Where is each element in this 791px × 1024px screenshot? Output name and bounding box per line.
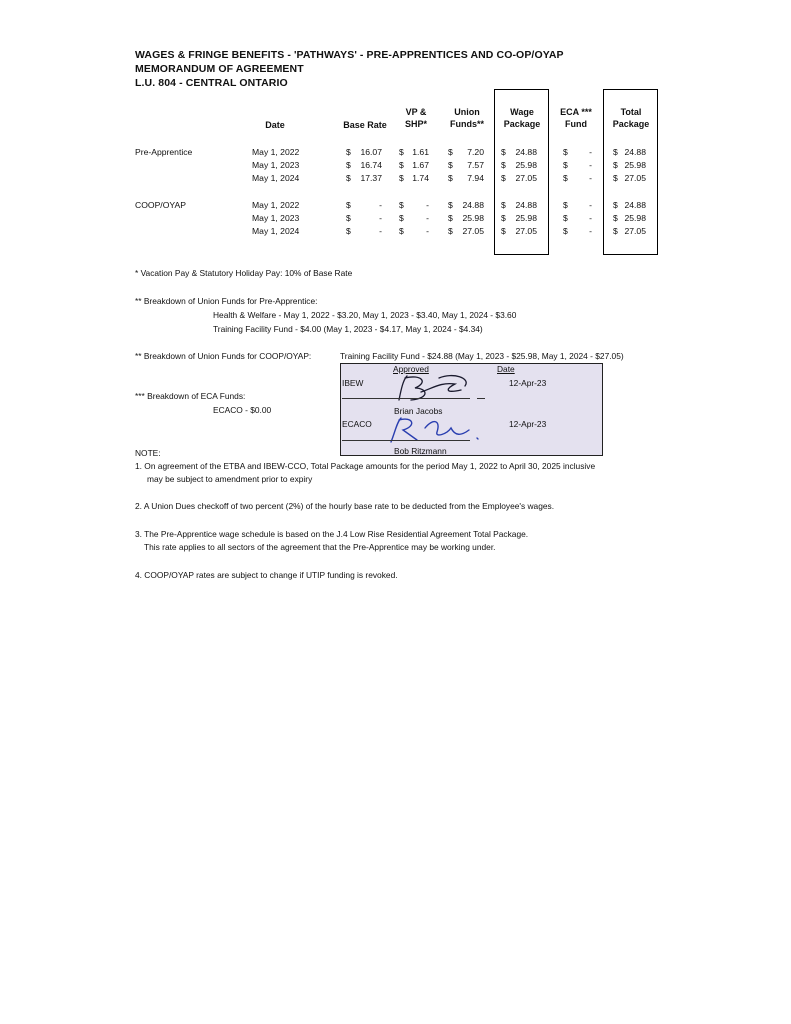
group-label-coop-oyap: COOP/OYAP [135, 200, 186, 210]
col-header-base-rate: Base Rate [343, 120, 387, 130]
row-date: May 1, 2024 [252, 226, 300, 236]
currency-symbol: $ [346, 213, 351, 223]
note-1-line-1: 1. On agreement of the ETBA and IBEW-CCO, Total Package amounts for the period May 1, 2022 to April 30, 2025 inclusive [135, 461, 596, 471]
col-header-total-package [605, 106, 657, 130]
approved-label: Approved [393, 364, 429, 374]
currency-symbol: $ [448, 226, 453, 236]
cell-eca: - [589, 147, 592, 157]
ibew-signature-line-end [477, 398, 485, 399]
currency-symbol: $ [613, 213, 618, 223]
ibew-signer-name: Brian Jacobs [394, 406, 443, 416]
ecaco-org-label: ECACO [342, 419, 372, 429]
currency-symbol: $ [563, 226, 568, 236]
cell-eca: - [589, 213, 592, 223]
cell-union: 7.20 [467, 147, 484, 157]
cell-base: 16.07 [360, 147, 382, 157]
col-header-vp-line2: SHP* [404, 119, 427, 129]
cell-eca: - [589, 160, 592, 170]
ibew-org-label: IBEW [342, 378, 364, 388]
currency-symbol: $ [501, 160, 506, 170]
currency-symbol: $ [448, 213, 453, 223]
union-funds-coop-training: Training Facility Fund - $24.88 (May 1, 2023 - $25.98, May 1, 2024 - $27.05) [340, 351, 624, 361]
currency-symbol: $ [501, 147, 506, 157]
currency-symbol: $ [613, 147, 618, 157]
col-header-union-line1: Union [454, 107, 480, 117]
note-3-line-2: This rate applies to all sectors of the agreement that the Pre-Apprentice may be working under. [144, 542, 496, 552]
approval-date-label: Date [497, 364, 515, 374]
currency-symbol: $ [563, 213, 568, 223]
currency-symbol: $ [399, 200, 404, 210]
col-header-eca-fund [552, 106, 600, 130]
currency-symbol: $ [448, 160, 453, 170]
cell-wage: 27.05 [515, 226, 537, 236]
currency-symbol: $ [501, 200, 506, 210]
cell-base: - [379, 213, 382, 223]
currency-symbol: $ [613, 160, 618, 170]
cell-vp: 1.67 [412, 160, 429, 170]
union-funds-training-facility: Training Facility Fund - $4.00 (May 1, 2023 - $4.17, May 1, 2024 - $4.34) [213, 324, 483, 334]
cell-union: 7.57 [467, 160, 484, 170]
col-header-vp-shp [395, 106, 437, 130]
col-header-wage-line2: Package [503, 119, 541, 129]
col-header-total-line2: Package [612, 119, 650, 129]
currency-symbol: $ [346, 200, 351, 210]
union-funds-coop-title: ** Breakdown of Union Funds for COOP/OYAP: [135, 351, 312, 361]
note-1-line-2: may be subject to amendment prior to expiry [147, 474, 313, 484]
currency-symbol: $ [563, 200, 568, 210]
currency-symbol: $ [613, 226, 618, 236]
col-header-union-funds [444, 106, 490, 130]
currency-symbol: $ [501, 213, 506, 223]
currency-symbol: $ [501, 226, 506, 236]
cell-total: 27.05 [624, 173, 646, 183]
ecaco-signature-line [342, 440, 470, 441]
note-4: 4. COOP/OYAP rates are subject to change if UTIP funding is revoked. [135, 570, 398, 580]
cell-vp: - [426, 226, 429, 236]
currency-symbol: $ [563, 160, 568, 170]
cell-wage: 25.98 [515, 213, 537, 223]
col-header-wage-line1: Wage [510, 107, 534, 117]
currency-symbol: $ [399, 226, 404, 236]
union-funds-pre-apprentice-title: ** Breakdown of Union Funds for Pre-Apprentice: [135, 296, 318, 306]
col-header-eca-line2: Fund [565, 119, 587, 129]
cell-base: - [379, 226, 382, 236]
local-union-label: L.U. 804 - CENTRAL ONTARIO [135, 77, 288, 89]
notes-title: NOTE: [135, 448, 161, 458]
group-label-pre-apprentice: Pre-Apprentice [135, 147, 193, 157]
col-header-eca-line1: ECA *** [560, 107, 592, 117]
cell-total: 24.88 [624, 147, 646, 157]
cell-total: 25.98 [624, 213, 646, 223]
currency-symbol: $ [399, 213, 404, 223]
cell-base: - [379, 200, 382, 210]
approval-box [340, 363, 603, 456]
row-date: May 1, 2023 [252, 213, 300, 223]
cell-eca: - [589, 226, 592, 236]
cell-vp: - [426, 200, 429, 210]
cell-vp: 1.61 [412, 147, 429, 157]
ecaco-signer-name: Bob Ritzmann [394, 446, 447, 456]
brian-jacobs-signature-icon [381, 370, 481, 406]
ibew-approval-date: 12-Apr-23 [509, 378, 547, 388]
col-header-vp-line1: VP & [405, 107, 427, 117]
currency-symbol: $ [613, 173, 618, 183]
cell-union: 24.88 [462, 200, 484, 210]
currency-symbol: $ [346, 226, 351, 236]
cell-vp: 1.74 [412, 173, 429, 183]
cell-total: 25.98 [624, 160, 646, 170]
cell-wage: 27.05 [515, 173, 537, 183]
ibew-signature-line [342, 398, 470, 399]
cell-total: 27.05 [624, 226, 646, 236]
currency-symbol: $ [399, 160, 404, 170]
cell-eca: - [589, 200, 592, 210]
col-header-date: Date [265, 120, 285, 130]
row-date: May 1, 2023 [252, 160, 300, 170]
row-date: May 1, 2024 [252, 173, 300, 183]
currency-symbol: $ [346, 147, 351, 157]
col-header-total-line1: Total [620, 107, 642, 117]
eca-funds-value: ECACO - $0.00 [213, 405, 272, 415]
cell-total: 24.88 [624, 200, 646, 210]
currency-symbol: $ [613, 200, 618, 210]
union-funds-health-welfare: Health & Welfare - May 1, 2022 - $3.20, May 1, 2023 - $3.40, May 1, 2024 - $3.60 [213, 310, 517, 320]
currency-symbol: $ [346, 173, 351, 183]
cell-base: 16.74 [360, 160, 382, 170]
cell-union: 27.05 [462, 226, 484, 236]
row-date: May 1, 2022 [252, 200, 300, 210]
eca-funds-title: *** Breakdown of ECA Funds: [135, 391, 246, 401]
currency-symbol: $ [563, 173, 568, 183]
col-header-wage-package [496, 106, 548, 130]
currency-symbol: $ [448, 173, 453, 183]
currency-symbol: $ [399, 173, 404, 183]
currency-symbol: $ [563, 147, 568, 157]
vacation-pay-note: * Vacation Pay & Statutory Holiday Pay: 10% of Base Rate [135, 268, 353, 278]
cell-wage: 25.98 [515, 160, 537, 170]
note-3-line-1: 3. The Pre-Apprentice wage schedule is based on the J.4 Low Rise Residential Agreement Total Package. [135, 529, 529, 539]
ecaco-approval-date: 12-Apr-23 [509, 419, 547, 429]
row-date: May 1, 2022 [252, 147, 300, 157]
cell-wage: 24.88 [515, 147, 537, 157]
document-subtitle: MEMORANDUM OF AGREEMENT [135, 63, 304, 75]
currency-symbol: $ [448, 200, 453, 210]
cell-union: 7.94 [467, 173, 484, 183]
currency-symbol: $ [346, 160, 351, 170]
note-2: 2. A Union Dues checkoff of two percent (2%) of the hourly base rate to be deducted from the Employee's wages. [135, 501, 555, 511]
col-header-union-line2: Funds** [449, 119, 484, 129]
document-title: WAGES & FRINGE BENEFITS - 'PATHWAYS' - PRE-APPRENTICES AND CO-OP/OYAP [135, 49, 564, 61]
currency-symbol: $ [448, 147, 453, 157]
currency-symbol: $ [501, 173, 506, 183]
cell-vp: - [426, 213, 429, 223]
bob-ritzmann-signature-icon [381, 414, 491, 446]
cell-wage: 24.88 [515, 200, 537, 210]
cell-union: 25.98 [462, 213, 484, 223]
cell-eca: - [589, 173, 592, 183]
currency-symbol: $ [399, 147, 404, 157]
cell-base: 17.37 [360, 173, 382, 183]
